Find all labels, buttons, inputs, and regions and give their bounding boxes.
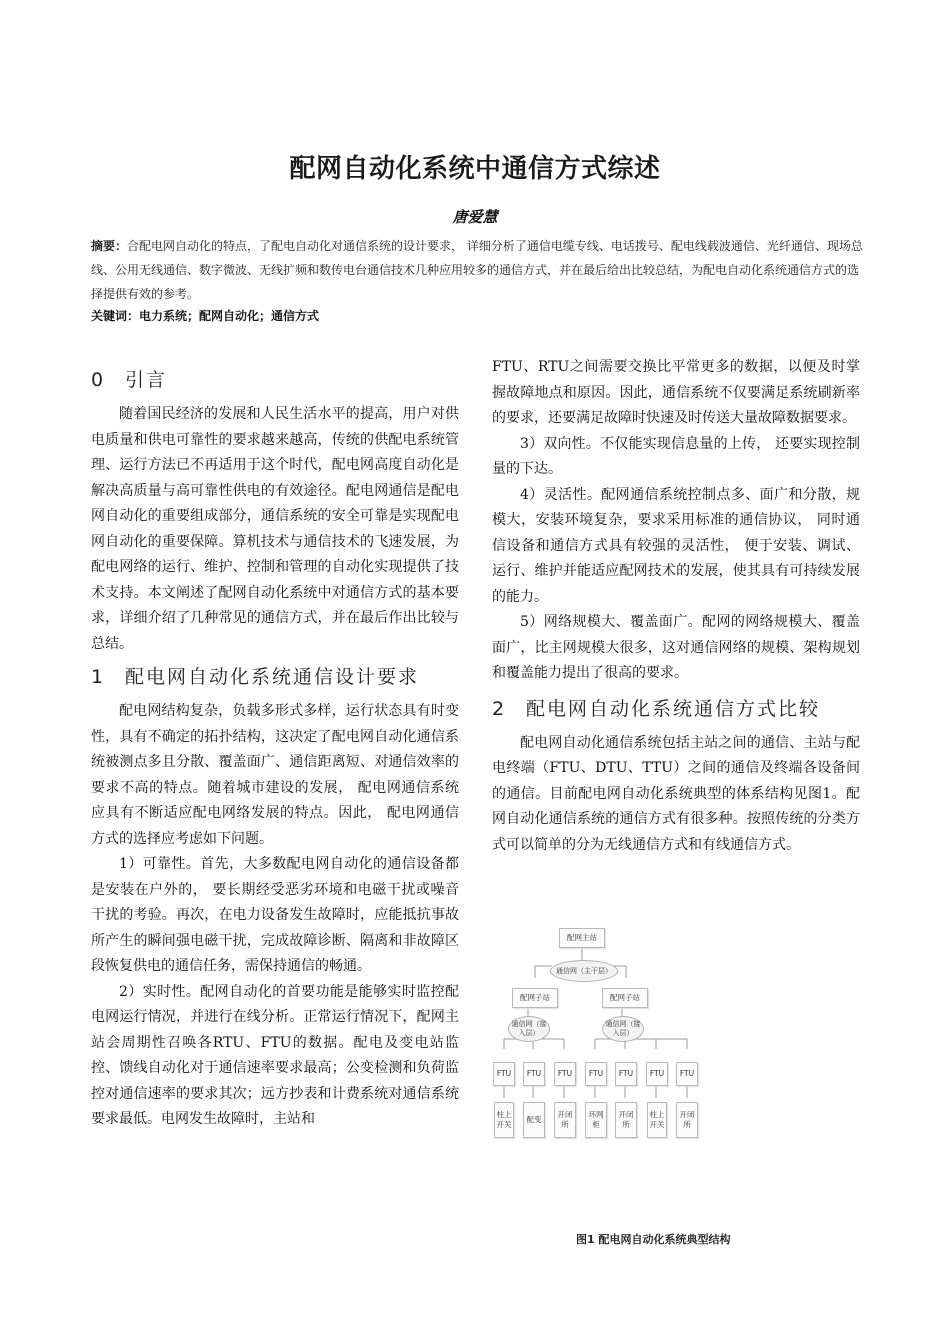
keywords: 关键词：电力系统；配网自动化；通信方式: [91, 309, 320, 323]
section-number: 2: [492, 697, 505, 720]
left-column: [91, 366, 459, 1133]
paragraph: 2）实时性。配网自动化的首要功能是能够实时监控配电网运行情况，并进行在线分析。正常运行情况下，配网主站会周期性召唤各RTU、FTU的数据。配电及变电站监控、馈线自动化对于通信速率要求最高；公变检测和负荷监控对通信速率的要求其次；远方抄表和计费系统对通信系统要求最低。电网发生故障时，主站和: [91, 983, 459, 1127]
abstract-label: 摘要：: [91, 239, 128, 253]
device-box: 柱上开关: [494, 1102, 514, 1138]
paper-title: 配网自动化系统中通信方式综述: [289, 154, 661, 184]
backbone-network-ellipse: 通信网（主干层）: [550, 960, 618, 982]
paragraph: 4）灵活性。配网通信系统控制点多、面广和分散，规模大，安装环境复杂，要求采用标准的通信协议， 同时通信设备和通信方式具有较强的灵活性， 便于安装、调试、运行、维护并能适应配网技术的发展，使其具有可持续发展的能力。: [492, 486, 860, 605]
section-heading-0: [91, 366, 459, 394]
ftu-box: FTU: [493, 1062, 515, 1086]
ftu-box: FTU: [585, 1062, 607, 1086]
paragraph: 随着国民经济的发展和人民生活水平的提高，用户对供电质量和供电可靠性的要求越来越高，传统的供配电系统管理、运行方法已不再适用于这个时代，配电网高度自动化是解决高质量与高可靠性供电的有效途径。配电网通信是配电网自动化的重要组成部分，通信系统的安全可靠是实现配电网自动化的重要保障。算机技术与通信技术的飞速发展，为配电网络的运行、维护、控制和管理的自动化实现提供了技术支持。本文阐述了配网自动化系统中对通信方式的基本要求，详细介绍了几种常见的通信方式，并在最后作出比较与总结。: [91, 406, 459, 652]
section-number: 0: [91, 369, 104, 391]
ftu-box: FTU: [523, 1062, 545, 1086]
section-title: 配电网自动化系统通信设计要求: [125, 666, 420, 688]
device-box: 开闭所: [554, 1102, 576, 1138]
ftu-box: FTU: [554, 1062, 576, 1086]
device-box: 环网柜: [585, 1102, 607, 1138]
device-box: 开闭所: [615, 1102, 637, 1138]
right-column: [492, 355, 860, 858]
device-box: 柱上开关: [647, 1102, 667, 1138]
device-box: 开闭所: [676, 1102, 698, 1138]
ftu-box: FTU: [615, 1062, 637, 1086]
access-network-right-ellipse: 通信网（接入层）: [602, 1016, 644, 1042]
device-box: 配变: [523, 1102, 545, 1138]
author-name: 唐爱慧: [452, 208, 498, 226]
master-station-box: 配网主站: [559, 928, 605, 948]
access-network-left-ellipse: 通信网（接入层）: [508, 1016, 550, 1042]
ftu-box: FTU: [646, 1062, 668, 1086]
architecture-diagram: [492, 926, 707, 1146]
section-title: 引言: [125, 369, 168, 391]
abstract: [91, 234, 863, 306]
figure-caption: 图1 配电网自动化系统典型结构: [576, 1233, 731, 1246]
substation-right-box: 配网子站: [602, 988, 648, 1008]
section-heading-1: [91, 663, 459, 691]
section-number: 1: [91, 666, 104, 688]
section-heading-2: [492, 695, 860, 723]
section-title: 配电网自动化系统通信方式比较: [526, 697, 821, 720]
paragraph-continued: FTU、RTU之间需要交换比平常更多的数据，以便及时掌握故障地点和原因。因此，通信系统不仅要满足系统刷新率的要求，还要满足故障时快速及时传送大量故障数据要求。: [492, 359, 860, 426]
substation-left-box: 配网子站: [512, 988, 558, 1008]
paragraph: 3）双向性。不仅能实现信息量的上传， 还要实现控制量的下达。: [492, 435, 860, 477]
paragraph: 配电网结构复杂，负载多形式多样，运行状态具有时变性，具有不确定的拓扑结构，这决定了配电网自动化通信系统被测点多且分散、覆盖面广、通信距离短、对通信效率的要求不高的特点。随着城市建设的发展， 配电网通信系统应具有不断适应配电网络发展的特点。因此， 配电网通信方式的选择应考虑如下问题。: [91, 703, 459, 847]
abstract-text: 合配电网自动化的特点，了配电自动化对通信系统的设计要求， 详细分析了通信电缆专线、电话拨号、配电线载波通信、光纤通信、现场总线、公用无线通信、数字微波、无线扩频和数传电台通信技术几种应用较多的通信方式，并在最后给出比较总结，为配电自动化系统通信方式的选择提供有效的参考。: [91, 239, 863, 301]
ftu-box: FTU: [676, 1062, 698, 1086]
paragraph: 5）网络规模大、覆盖面广。配网的网络规模大、覆盖面广，比主网规模大很多，这对通信网络的规模、架构规划和覆盖能力提出了很高的要求。: [492, 614, 860, 681]
paragraph: 配电网自动化通信系统包括主站之间的通信、主站与配电终端（FTU、DTU、TTU）之间的通信及终端各设备间的通信。目前配电网自动化系统典型的体系结构见图1。配网自动化通信系统的通信方式有很多种。按照传统的分类方式可以简单的分为无线通信方式和有线通信方式。: [492, 734, 860, 853]
paragraph: 1）可靠性。首先，大多数配电网自动化的通信设备都是安装在户外的， 要长期经受恶劣环境和电磁干扰或噪音干扰的考验。再次，在电力设备发生故障时，应能抵抗事故所产生的瞬间强电磁干扰，完成故障诊断、隔离和非故障区段恢复供电的通信任务，需保持通信的畅通。: [91, 856, 459, 974]
